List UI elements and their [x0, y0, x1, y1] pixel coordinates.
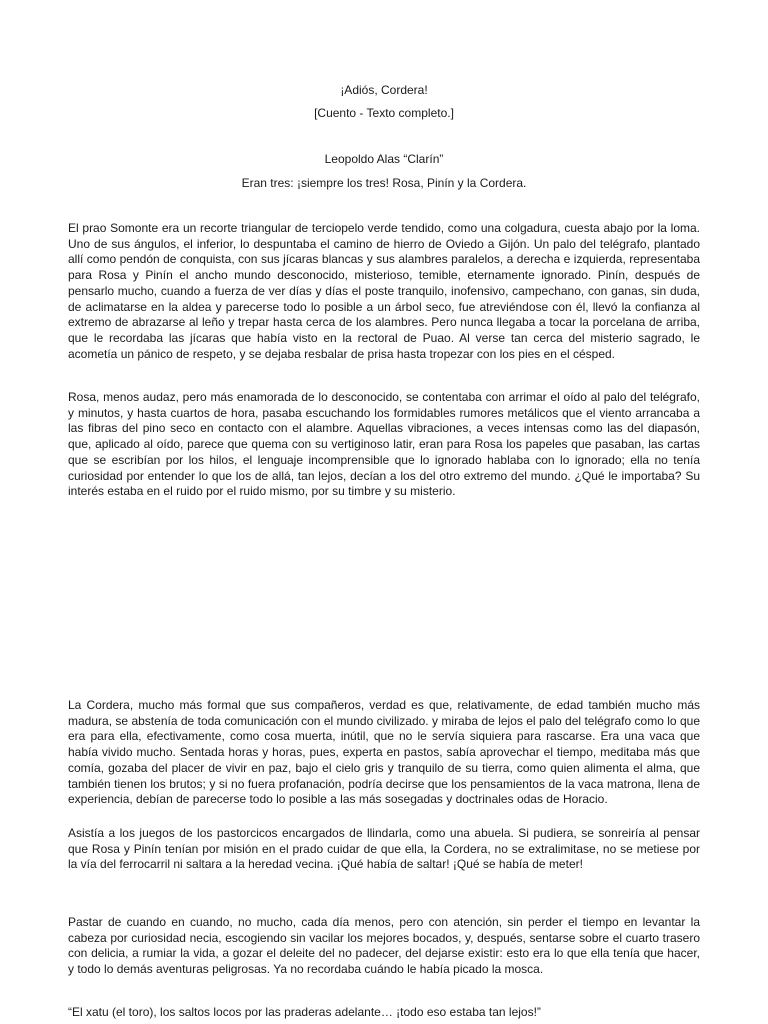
author-line: Leopoldo Alas “Clarín” [324, 152, 444, 166]
document-subtitle: [Cuento - Texto completo.] [314, 106, 454, 120]
paragraph-2: Rosa, menos audaz, pero más enamorada de lo desconocido, se contentaba con arrimar el oído al palo del telégrafo, y minutos, y hasta cuartos de hora, pasaba escuchando los formidables rumores metálicos que el viento arrancaba a las fibras del pino seco en contacto con el alambre. Aquellas vibraciones, a veces intensas como las del diapasón, que, aplicado al oído, parece que quema con su vertiginoso latir, eran para Rosa los papeles que pasaban, las cartas que se escribían por los hilos, el lenguaje incomprensible que lo ignorado hablaba con lo ignorado; ella no tenía curiosidad por entender lo que los de allá, tan lejos, decían a los del otro extremo del mundo. ¿Qué le importaba? Su interés estaba en el ruido por el ruido mismo, por su timbre y su misterio. [68, 390, 700, 499]
paragraph-6: “El xatu (el toro), los saltos locos por las praderas adelante… ¡todo eso estaba tan lejos!” [68, 1005, 541, 1019]
paragraph-3: La Cordera, mucho más formal que sus compañeros, verdad es que, relativamente, de edad también mucho más madura, se abstenía de toda comunicación con el mundo civilizado. y miraba de lejos el palo del telégrafo como lo que era para ella, efectivamente, como cosa muerta, inútil, que no le servía siquiera para rascarse. Era una vaca que había vivido mucho. Sentada horas y horas, pues, experta en pastos, sabía aprovechar el tiempo, meditaba más que comía, gozaba del placer de vivir en paz, bajo el cielo gris y tranquilo de su tierra, como quien alimenta el alma, que también tienen los brutos; y si no fuera profanación, podría decirse que los pensamientos de la vaca matrona, llena de experiencia, debían de parecerse todo lo posible a las más sosegadas y doctrinales odas de Horacio. [68, 698, 700, 807]
document-title: ¡Adiós, Cordera! [340, 83, 428, 97]
paragraph-5: Pastar de cuando en cuando, no mucho, cada día menos, pero con atención, sin perder el tiempo en levantar la cabeza por curiosidad necia, escogiendo sin vacilar los mejores bocados, y, después, sentarse sobre el cuarto trasero con delicia, a rumiar la vida, a gozar el deleite del no padecer, del dejarse existir: esto era lo que ella tenía que hacer, y todo lo demás aventuras peligrosas. Ya no recordaba cuándo le había picado la mosca. [68, 915, 700, 977]
paragraph-1: El prao Somonte era un recorte triangular de terciopelo verde tendido, como una colgadura, cuesta abajo por la loma. Uno de sus ángulos, el inferior, lo despuntaba el camino de hierro de Oviedo a Gijón. Un palo del telégrafo, plantado allí como pendón de conquista, con sus jícaras blancas y sus alambres paralelos, a derecha e izquierda, representaba para Rosa y Pinín el ancho mundo desconocido, misterioso, temible, eternamente ignorado. Pinín, después de pensarlo mucho, cuando a fuerza de ver días y días el poste tranquilo, inofensivo, campechano, con ganas, sin duda, de aclimatarse en la aldea y parecerse todo lo posible a un árbol seco, fue atreviéndose con él, llevó la confianza al extremo de abrazarse al leño y trepar hasta cerca de los alambres. Pero nunca llegaba a tocar la porcelana de arriba, que le recordaba las jícaras que había visto en la rectoral de Puao. Al verse tan cerca del misterio sagrado, le acometía un pánico de respeto, y se dejaba resbalar de prisa hasta tropezar con los pies en el césped. [68, 221, 700, 361]
paragraph-4: Asistía a los juegos de los pastorcicos encargados de llindarla, como una abuela. Si pudiera, se sonreiría al pensar que Rosa y Pinín tenían por misión en el prado cuidar de que ella, la Cordera, no se extralimitase, no se metiese por la vía del ferrocarril ni saltara a la heredad vecina. ¡Qué había de saltar! ¡Qué se había de meter! [68, 826, 700, 872]
epigraph-line: Eran tres: ¡siempre los tres! Rosa, Pinín y la Cordera. [241, 176, 527, 190]
